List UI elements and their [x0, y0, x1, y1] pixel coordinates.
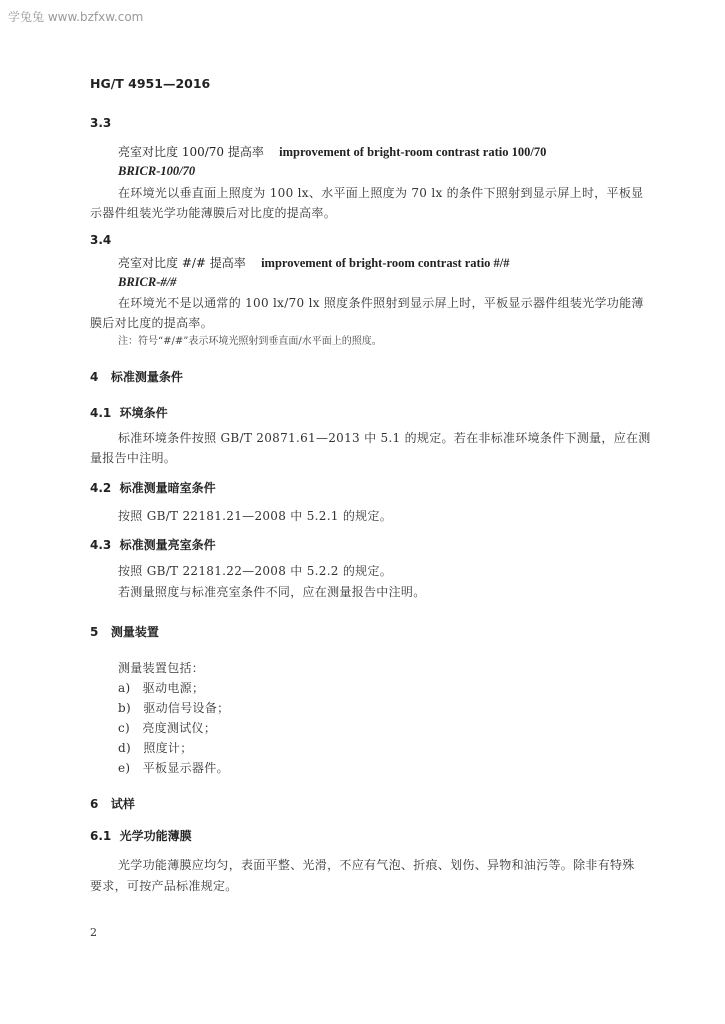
paragraph-line: 标准环境条件按照 GB/T 20871.61—2013 中 5.1 的规定。若在非标准环境条件下测量，应在测 — [118, 431, 651, 445]
list-text: 平板显示器件。 — [142, 761, 229, 775]
section-title: 标准测量暗室条件 — [119, 481, 216, 495]
list-intro: 测量装置包括： — [118, 661, 205, 675]
paragraph-line: 按照 GB/T 22181.21—2008 中 5.2.1 的规定。 — [118, 509, 393, 523]
section-heading-6-1 — [90, 827, 192, 844]
note: 注：符号“#/#”表示环境光照射到垂直面/水平面上的照度。 — [118, 336, 382, 347]
section-heading-4-1 — [90, 404, 168, 421]
section-heading-4 — [90, 368, 183, 385]
standard-number: HG/T 4951—2016 — [90, 76, 211, 91]
definition-line: 在环境光以垂直面上照度为 100 lx、水平面上照度为 70 lx 的条件下照射到显示屏上时，平板显 — [118, 186, 644, 200]
page-number: 2 — [90, 926, 97, 939]
term-cn: 亮室对比度 #/# 提高率 — [118, 256, 246, 270]
list-marker: c) — [118, 721, 131, 735]
list-item — [118, 719, 216, 736]
section-title: 光学功能薄膜 — [119, 829, 192, 843]
clause-number-3-4: 3.4 — [90, 233, 112, 247]
list-item — [118, 699, 229, 716]
section-number: 6 — [90, 797, 99, 811]
list-marker: e) — [118, 761, 131, 775]
section-number: 4.1 — [90, 406, 112, 420]
section-number: 5 — [90, 625, 99, 639]
list-text: 驱动信号设备； — [143, 701, 230, 715]
section-title: 标准测量亮室条件 — [119, 538, 216, 552]
section-heading-6 — [90, 795, 135, 812]
section-heading-4-2 — [90, 479, 216, 496]
section-title: 标准测量条件 — [110, 370, 183, 384]
section-number: 4 — [90, 370, 99, 384]
term-3-4 — [118, 254, 510, 271]
section-title: 测量装置 — [110, 625, 159, 639]
list-text: 照度计； — [143, 741, 193, 755]
watermark: 学兔兔 www.bzfxw.com — [8, 10, 144, 24]
list-text: 驱动电源； — [142, 681, 205, 695]
term-3-3 — [118, 143, 546, 160]
section-number: 6.1 — [90, 829, 112, 843]
term-cn: 亮室对比度 100/70 提高率 — [118, 145, 264, 159]
list-marker: a) — [118, 681, 131, 695]
abbreviation-3-4: BRICR-#/# — [118, 275, 177, 289]
paragraph-line: 若测量照度与标准亮室条件不同，应在测量报告中注明。 — [118, 585, 426, 599]
abbreviation-3-3: BRICR-100/70 — [118, 164, 196, 178]
section-number: 4.3 — [90, 538, 112, 552]
paragraph-line: 光学功能薄膜应均匀，表面平整、光滑，不应有气泡、折痕、划伤、异物和油污等。除非有特殊 — [118, 858, 635, 872]
term-en: improvement of bright-room contrast ratio 100/70 — [279, 145, 547, 159]
term-en: improvement of bright-room contrast ratio #/# — [261, 256, 510, 270]
section-title: 试样 — [110, 797, 135, 811]
paragraph-line: 按照 GB/T 22181.22—2008 中 5.2.2 的规定。 — [118, 564, 393, 578]
section-heading-5 — [90, 623, 159, 640]
list-item — [118, 739, 193, 756]
definition-line: 在环境光不是以通常的 100 lx/70 lx 照度条件照射到显示屏上时，平板显示器件组装光学功能薄 — [118, 296, 644, 310]
section-heading-4-3 — [90, 536, 216, 553]
section-title: 环境条件 — [119, 406, 168, 420]
list-text: 亮度测试仪； — [142, 721, 217, 735]
list-marker: b) — [118, 701, 131, 715]
list-item — [118, 759, 229, 776]
definition-line: 膜后对比度的提高率。 — [90, 316, 214, 330]
clause-number-3-3: 3.3 — [90, 116, 112, 130]
list-item — [118, 679, 204, 696]
section-number: 4.2 — [90, 481, 112, 495]
paragraph-line: 量报告中注明。 — [90, 451, 177, 465]
definition-line: 示器件组装光学功能薄膜后对比度的提高率。 — [90, 206, 337, 220]
paragraph-line: 要求，可按产品标准规定。 — [90, 879, 238, 893]
list-marker: d) — [118, 741, 131, 755]
